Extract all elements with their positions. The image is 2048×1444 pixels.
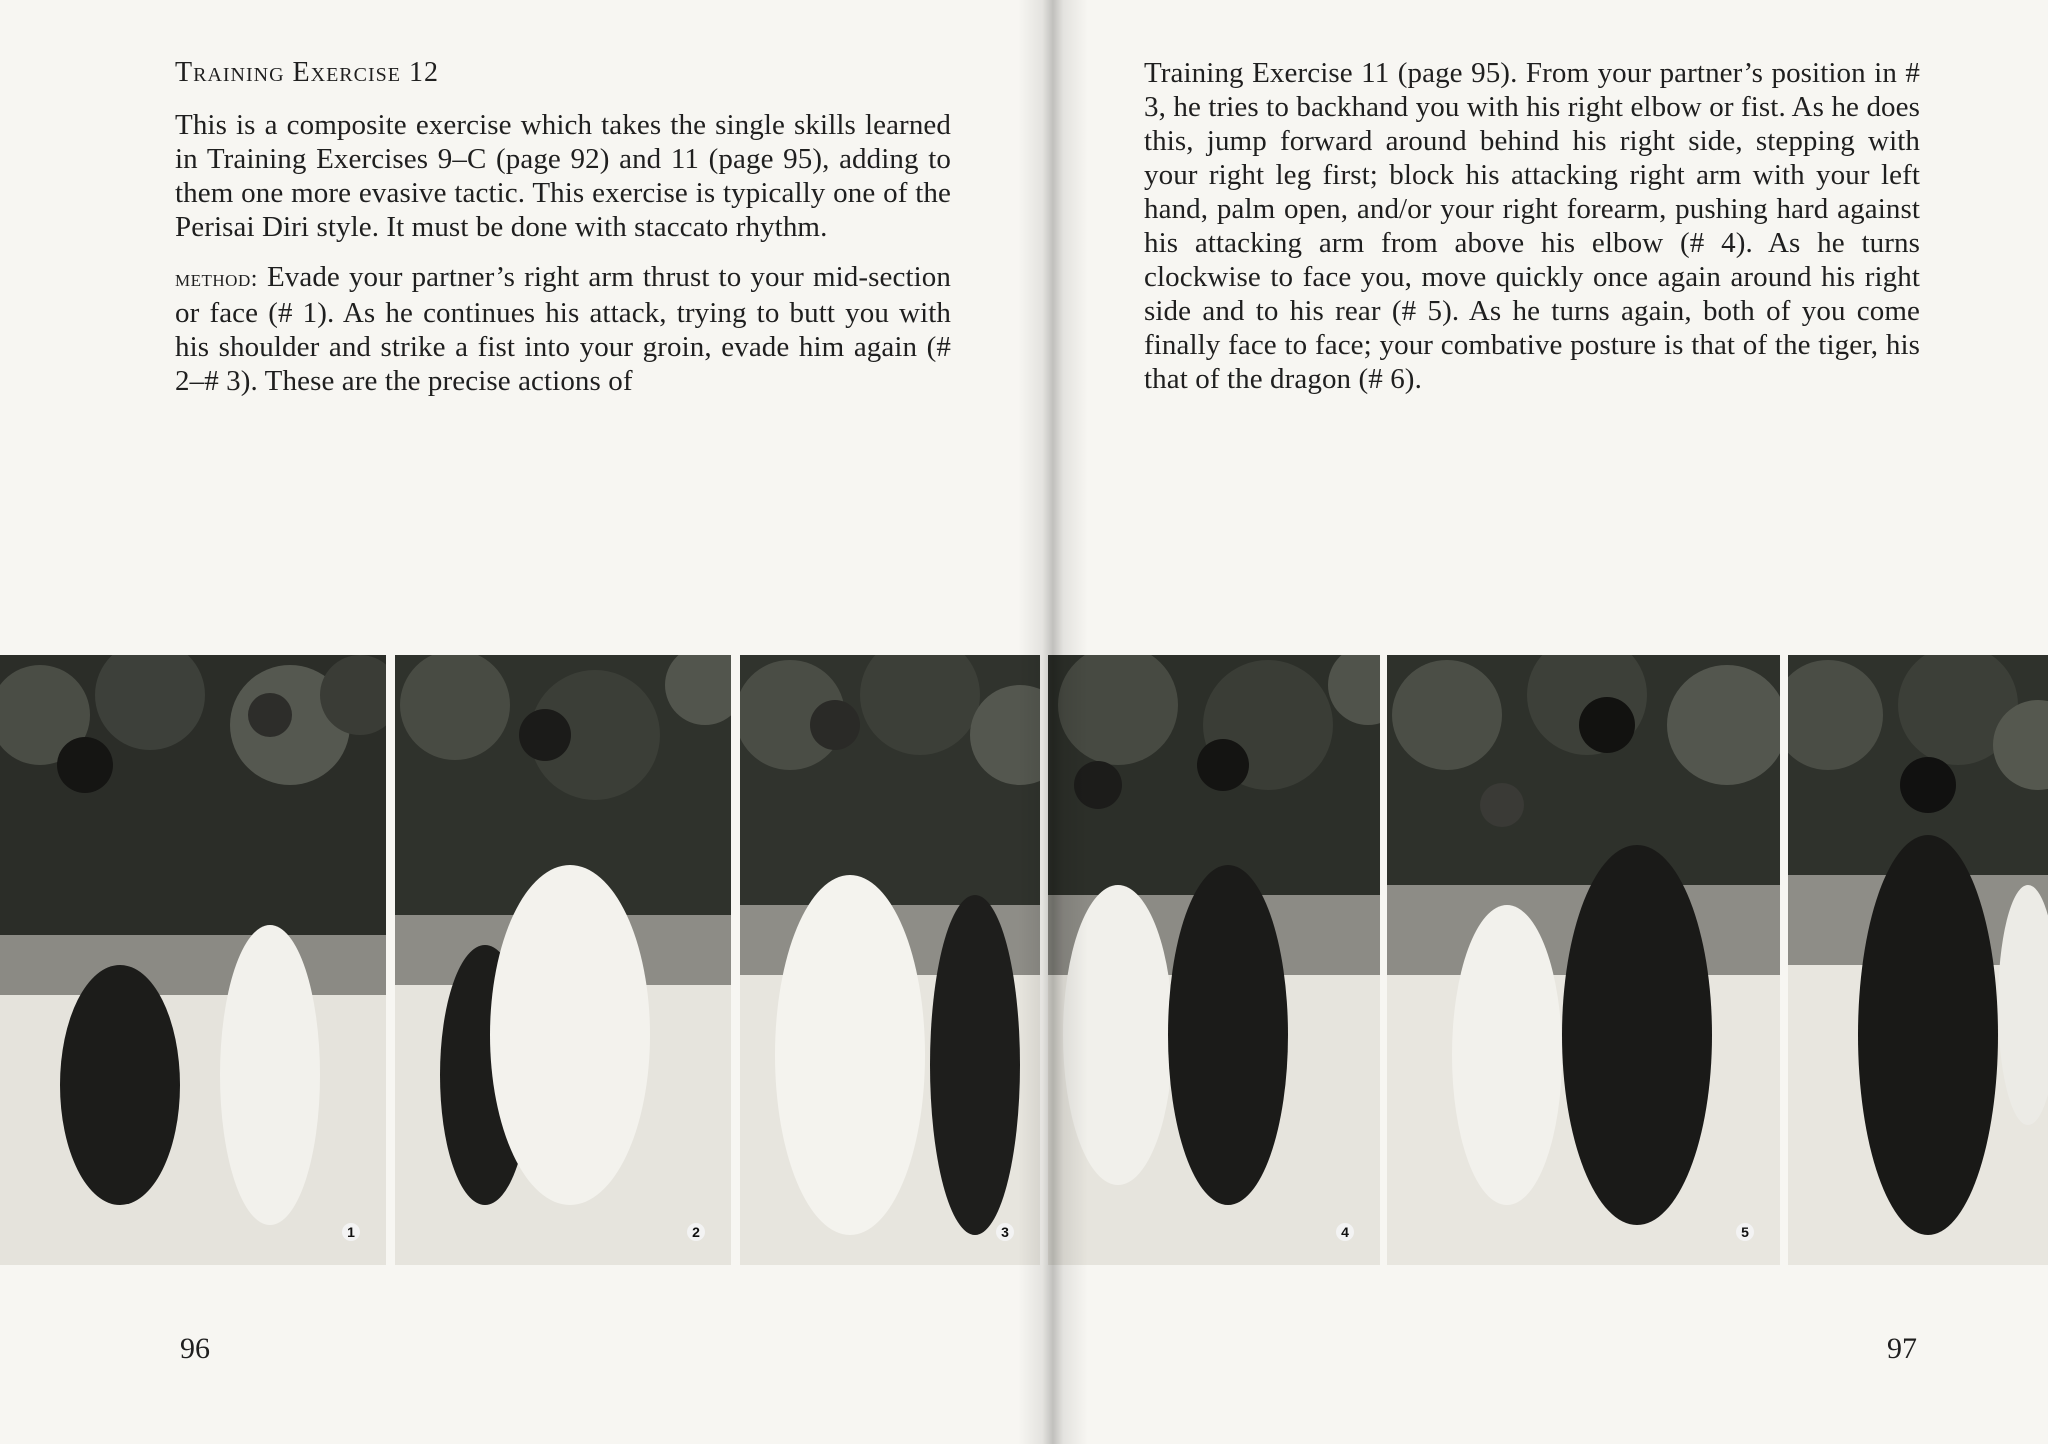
intro-paragraph: This is a composite exercise which takes the single skills learned in Training Exercises 9–C (page 92) and 11 (page 95), adding to them one more evasive tactic. This exercise is typically one of the Perisai Diri style. It must be done with staccato rhythm.: [175, 109, 951, 243]
method-paragraph: [175, 260, 951, 398]
photo-3-number: 3: [996, 1223, 1014, 1241]
page-number-left: 96: [180, 1332, 210, 1365]
left-text-block: [175, 56, 951, 414]
photo-5-number: 5: [1736, 1223, 1754, 1241]
continuation-paragraph: Training Exercise 11 (page 95). From your partner’s position in # 3, he tries to backhand you with his right elbow or fist. As he does this, jump forward around behind his right side, stepping with your right leg first; block his attacking right arm with your left hand, palm open, and/or your right forearm, pushing hard against his attacking arm from above his elbow (# 4). As he turns clockwise to face you, move quickly once again around his right side and to his rear (# 5). As he turns again, both of you come finally face to face; your combative posture is that of the tiger, his that of the dragon (# 6).: [1144, 57, 1920, 395]
photo-1-number: 1: [342, 1223, 360, 1241]
photo-3: [740, 655, 1040, 1265]
photo-6: [1788, 655, 2048, 1265]
photo-5: [1387, 655, 1780, 1265]
photo-4-number: 4: [1336, 1223, 1354, 1241]
photo-sequence: [0, 655, 2048, 1265]
right-text-block: [1144, 56, 1920, 412]
photo-2: [395, 655, 731, 1265]
method-label: method:: [175, 266, 258, 292]
page-number-right: 97: [1887, 1332, 1917, 1365]
photo-2-number: 2: [687, 1223, 705, 1241]
photo-1: [0, 655, 386, 1265]
method-text: Evade your partner’s right arm thrust to your mid-section or face (# 1). As he continues his attack, trying to butt you with his shoulder and strike a fist into your groin, evade him again (# 2–# 3). These are the precise actions of: [175, 261, 951, 397]
photo-4: [1048, 655, 1380, 1265]
exercise-heading: Training Exercise 12: [175, 57, 439, 88]
